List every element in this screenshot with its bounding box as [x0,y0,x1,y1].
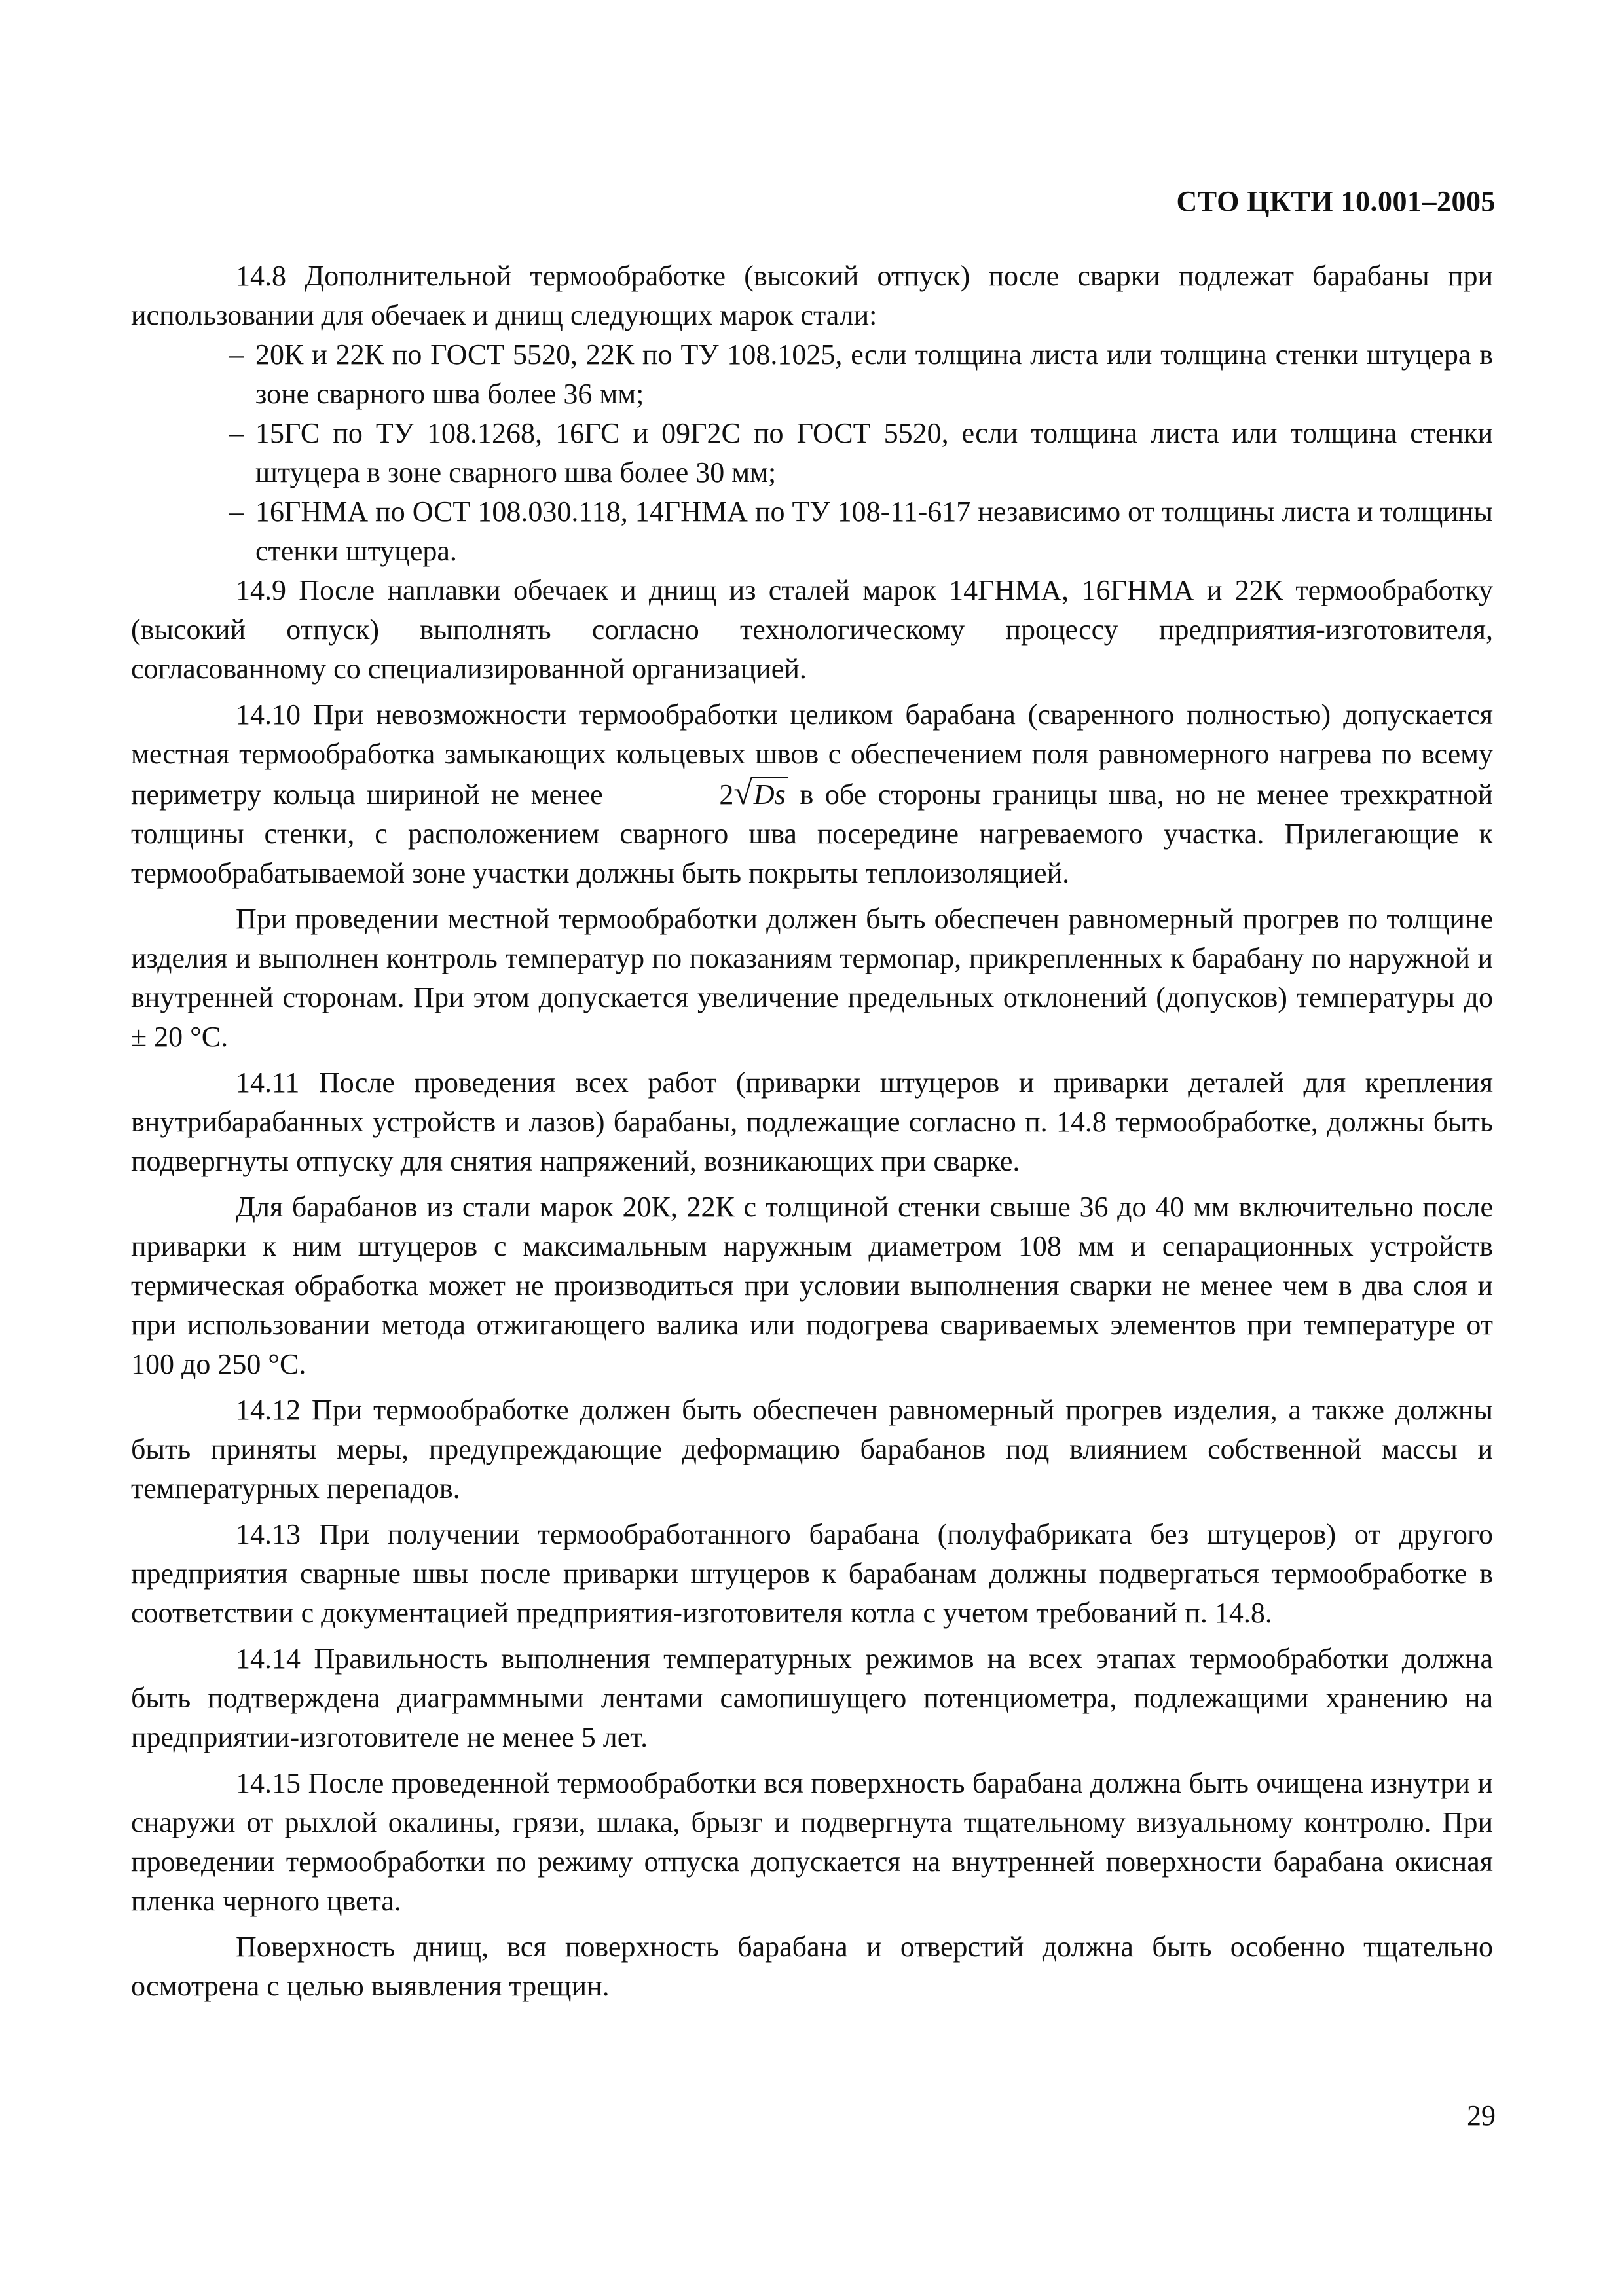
paragraph-14-11: 14.11 После проведения всех работ (приварки штуцеров и приварки деталей для крепления внутрибарабанных устройств и лазов) барабаны, подлежащие согласно п. 14.8 термообработке, должны быть подвергнуты отпуску для снятия напряжений, возникающих при сварке. [131,1066,1493,1177]
paragraph-14-10-end: в обе стороны границы шва, но не менее трехкратной толщины стенки, с расположением сварного шва посередине нагреваемого участка. Прилегающие к термообрабатываемой зоне участки должны быть покрыты теплоизоляцией. [131,778,1493,889]
page-number: 29 [1467,2100,1496,2132]
paragraph-14-10 [131,695,1493,893]
list-item-text: 15ГС по ТУ 108.1268, 16ГС и 09Г2С по ГОСТ 5520, если толщина листа или толщина стенки штуцера в зоне сварного шва более 30 мм; [255,417,1493,488]
list-item [131,414,1493,492]
list-item-text: 16ГНМА по ОСТ 108.030.118, 14ГНМА по ТУ 108-11-617 независимо от толщины листа и толщины стенки штуцера. [255,496,1493,567]
paragraph-14-12: 14.12 При термообработке должен быть обеспечен равномерный прогрев изделия, а также должны быть приняты меры, предупреждающие деформацию барабанов под влиянием собственной массы и температурных перепадов. [131,1394,1493,1504]
paragraph-14-14: 14.14 Правильность выполнения температурных режимов на всех этапах термообработки должна быть подтверждена диаграммными лентами самопишущего потенциометра, подлежащими хранению на предприятии-изготовителе не менее 5 лет. [131,1643,1493,1753]
paragraph-14-13: 14.13 При получении термообработанного барабана (полуфабриката без штуцеров) от другого предприятия сварные швы после приварки штуцеров к барабанам должны подвергаться термообработке в соответствии с документацией предприятия-изготовителя котла с учетом требований п. 14.8. [131,1518,1493,1629]
paragraph-14-8-intro: 14.8 Дополнительной термообработке (высокий отпуск) после сварки подлежат барабаны при использовании для обечаек и днищ следующих марок стали: [131,260,1493,331]
list-dash: – [229,496,244,528]
list-item [131,335,1493,414]
paragraph-14-10-local-treatment: При проведении местной термообработки должен быть обеспечен равномерный прогрев по толщине изделия и выполнен контроль температур по показаниям термопар, прикрепленных к барабану по наружной и внутренней сторонам. При этом допускается увеличение предельных отклонений (допусков) температуры до ± 20 °С. [131,903,1493,1053]
document-body [131,257,1493,2006]
formula-coefficient: 2 [719,778,734,811]
paragraph-14-15: 14.15 После проведенной термообработки вся поверхность барабана должна быть очищена изнутри и снаружи от рыхлой окалины, грязи, шлака, брызг и подвергнута тщательному визуальному контролю. При проведении термообработки по режиму отпуска допускается на внутренней поверхности барабана окисная пленка черного цвета. [131,1767,1493,1917]
steel-grades-list [131,335,1493,571]
paragraph-14-15-inspection: Поверхность днищ, вся поверхность барабана и отверстий должна быть особенно тщательно осмотрена с целью выявления трещин. [131,1931,1493,2002]
sqrt-sign: √ [733,774,752,812]
formula-2-sqrt-ds [614,774,788,814]
formula-radicand: Ds [751,777,788,811]
list-dash: – [229,417,244,449]
list-item [131,492,1493,571]
list-item-text: 20К и 22К по ГОСТ 5520, 22К по ТУ 108.1025, если толщина листа или толщина стенки штуцера в зоне сварного шва более 36 мм; [255,338,1493,410]
paragraph-14-10-start: 14.10 При невозможности термообработки целиком барабана (сваренного полностью) допускается местная термообработка замыкающих кольцевых швов с обеспечением поля равномерного нагрева по всему периметру кольца шириной не менее [131,699,1493,811]
document-code-header: СТО ЦКТИ 10.001–2005 [1176,185,1496,217]
paragraph-14-9: 14.9 После наплавки обечаек и днищ из сталей марок 14ГНМА, 16ГНМА и 22К термообработку (высокий отпуск) выполнять согласно технологическому процессу предприятия-изготовителя, согласованному со специализированной организацией. [131,574,1493,685]
paragraph-14-11-drums: Для барабанов из стали марок 20К, 22К с толщиной стенки свыше 36 до 40 мм включительно после приварки к ним штуцеров с максимальным наружным диаметром 108 мм и сепарационных устройств термическая обработка может не производиться при условии выполнения сварки не менее чем в два слоя и при использовании метода отжигающего валика или подогрева свариваемых элементов при температуре от 100 до 250 °С. [131,1191,1493,1380]
list-dash: – [229,338,244,371]
